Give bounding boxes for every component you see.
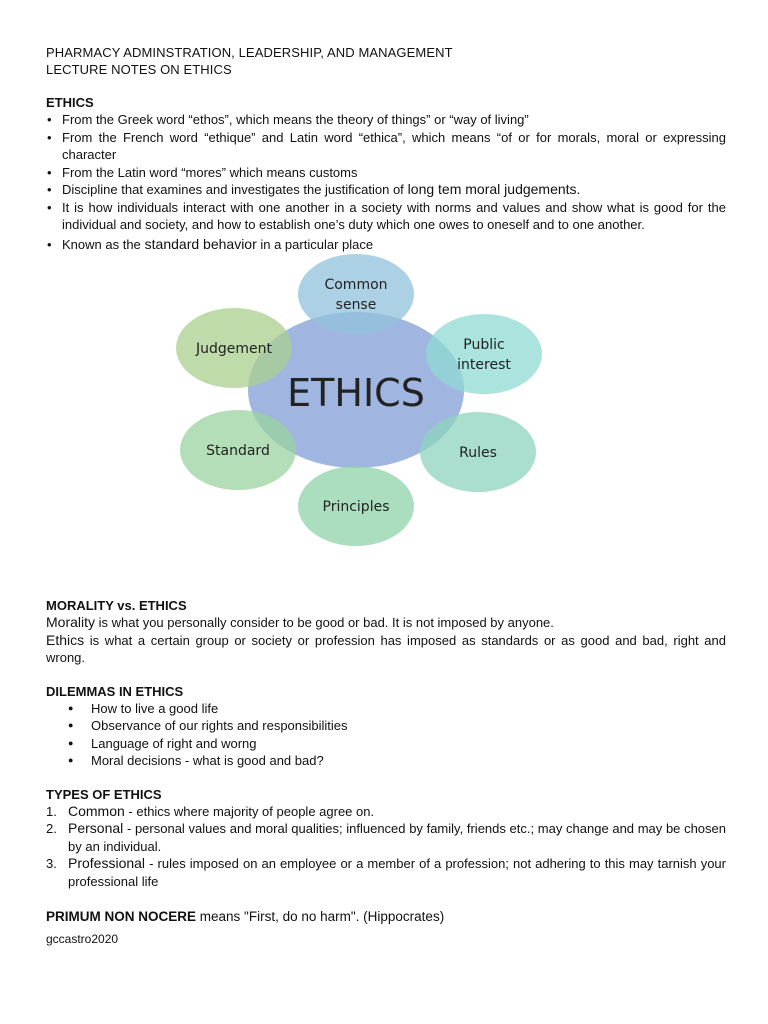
- list-item: ● Language of right and worng: [46, 735, 726, 753]
- diagram-node-public-interest: [426, 314, 542, 394]
- course-title: PHARMACY ADMINSTRATION, LEADERSHIP, AND MANAGEMENT: [46, 45, 453, 60]
- list-item: 3. Professional - rules imposed on an employee or a member of a profession; not adhering to this may tarnish your professional life: [46, 855, 726, 889]
- list-item: ● How to live a good life: [46, 700, 726, 718]
- morality-heading: MORALITY vs. ETHICS: [46, 598, 187, 613]
- ethics-bullet-list: [46, 111, 726, 253]
- diagram-label-principles: Principles: [322, 499, 390, 515]
- diagram-label-line: Common: [324, 277, 388, 293]
- diagram-label-judgement: Judgement: [195, 341, 273, 357]
- diagram-label-line: Public: [463, 337, 505, 353]
- diagram-label-rules: Rules: [459, 445, 497, 461]
- dilemmas-heading: DILEMMAS IN ETHICS: [46, 683, 184, 699]
- types-list: [46, 803, 726, 891]
- types-heading: TYPES OF ETHICS: [46, 786, 162, 802]
- diagram-center-label: ETHICS: [287, 371, 425, 415]
- ethics-diagram-svg: [46, 253, 726, 583]
- diagram-label-line: interest: [457, 357, 511, 373]
- morality-definition: Morality is what you personally consider to be good or bad. It is not imposed by anyone.: [46, 614, 554, 630]
- list-item: ● Observance of our rights and responsibilities: [46, 717, 726, 735]
- lecture-title: LECTURE NOTES ON ETHICS: [46, 62, 232, 77]
- list-item: • It is how individuals interact with one another in a society with norms and values and show what is good for the individual and society, and how to establish one’s duty which one owes to oneself and to one another.: [46, 199, 726, 234]
- ethics-definition: Ethics is what a certain group or society or profession has imposed as standards or as good and bad, right and wrong.: [46, 631, 726, 665]
- author-footer: gccastro2020: [46, 931, 119, 946]
- diagram-label-standard: Standard: [206, 443, 270, 459]
- emphasis-text: long tem moral judgements.: [403, 181, 581, 197]
- diagram-node-common-sense: [298, 254, 414, 334]
- emphasis-text: standard behavior: [140, 235, 257, 252]
- list-item: • Known as the standard behavior in a particular place: [46, 236, 726, 254]
- list-item: ● Moral decisions - what is good and bad?: [46, 752, 726, 770]
- list-item: 2. Personal - personal values and moral qualities; influenced by family, friends etc.; may change and may be chosen by an individual.: [46, 820, 726, 854]
- ethics-diagram: [46, 253, 726, 583]
- ethics-heading: ETHICS: [46, 95, 94, 110]
- list-item: • From the French word “ethique” and Latin word “ethica”, which means “of or for morals, moral or expressing character: [46, 129, 726, 164]
- list-item: 1. Common - ethics where majority of people agree on.: [46, 802, 375, 819]
- document-page: [46, 44, 726, 946]
- dilemmas-list: [46, 700, 726, 770]
- primum-non-nocere: PRIMUM NON NOCERE means "First, do no harm". (Hippocrates): [46, 909, 445, 924]
- list-item: • Discipline that examines and investigates the justification of long tem moral judgements.: [46, 181, 726, 199]
- list-item: • From the Latin word “mores” which means customs: [46, 164, 726, 182]
- diagram-label-line: sense: [335, 297, 377, 313]
- list-item: • From the Greek word “ethos”, which means the theory of things” or “way of living”: [46, 111, 726, 129]
